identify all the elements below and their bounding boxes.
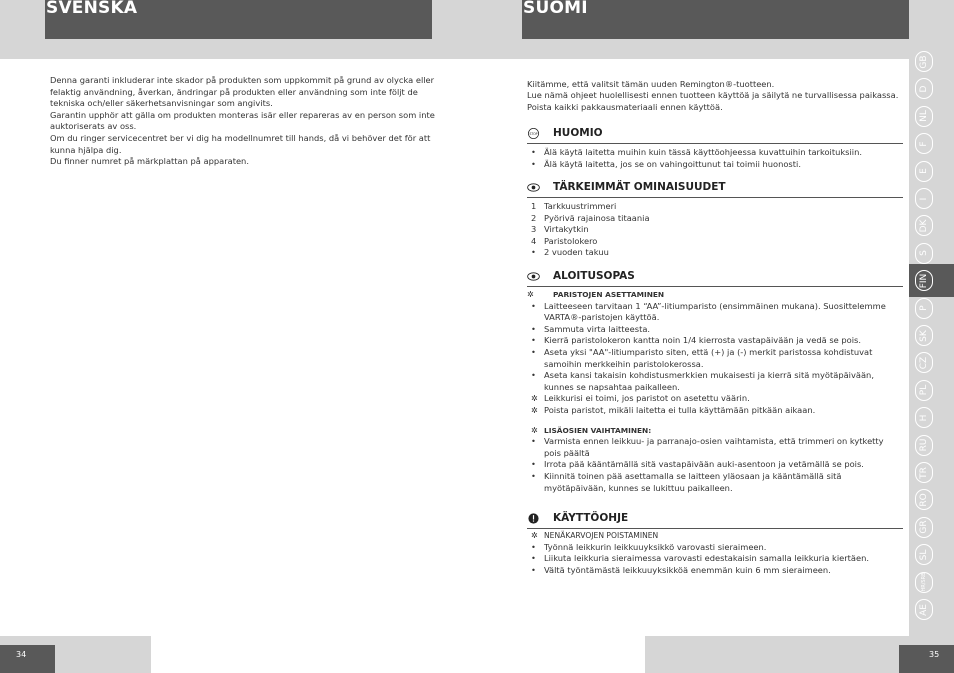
section-header xyxy=(527,181,903,198)
list-item: • Kiinnitä toinen pää asettamalla se laitteen yläosaan ja kääntämällä sitä myötäpäivään, kunnes se lukittuu paikalleen. xyxy=(531,470,842,493)
language-tab-h[interactable] xyxy=(915,407,933,428)
note-item: ✲ Leikkurisi ei toimi, jos paristot on asetettu väärin. xyxy=(531,393,750,404)
language-tab-label: I xyxy=(919,197,929,200)
right-page-title: SUOMI xyxy=(523,0,588,18)
language-tab-ae[interactable] xyxy=(915,599,933,620)
language-tab-label: SK xyxy=(919,329,929,342)
spacer xyxy=(527,417,903,425)
svg-text:STOP: STOP xyxy=(529,131,538,136)
language-tab-d[interactable] xyxy=(915,78,933,99)
feature-list xyxy=(527,201,903,259)
language-tab-label: HR/SRB xyxy=(921,572,927,592)
list-item: • Laitteeseen tarvitaan 1 “AA”-litiumparisto (ensimmäinen mukana). Suosittelemme VARTA®-paristojen käyttöä. xyxy=(531,300,886,323)
language-tab-label: TR xyxy=(919,466,929,479)
list-item: 2 Pyörivä rajainosa titaania xyxy=(531,212,650,223)
language-tab-label: H xyxy=(919,414,929,422)
language-tab-label: F xyxy=(919,141,929,147)
subheading: ✲ PARISTOJEN ASETTAMINEN xyxy=(527,290,665,299)
paragraph: Du finner numret på märkplattan på apparaten. xyxy=(50,156,249,167)
list-item: • Älä käytä laitetta muihin kuin tässä käyttöohjeessa kuvattuihin tarkoituksiin. xyxy=(531,147,862,157)
language-tab-gr[interactable] xyxy=(915,517,933,538)
list-item: 4 Paristolokero xyxy=(531,235,598,246)
language-tab-sl[interactable] xyxy=(915,544,933,565)
gear-icon: ✲ xyxy=(531,405,538,415)
page-number: 34 xyxy=(16,650,27,659)
gear-icon: ✲ xyxy=(531,425,538,435)
language-tab-s[interactable] xyxy=(915,243,933,264)
list-item: • Aseta kansi takaisin kohdistusmerkkien mukaisesti ja kierrä sitä myötäpäivään, kunnes se napsahtaa paikalleen. xyxy=(531,370,874,392)
list-item: • Kierrä paristolokeron kantta noin 1/4 kierrosta vastapäivään ja vedä se pois. xyxy=(531,335,861,346)
intro-line: Kiitämme, että valitsit tämän uuden Remington®-tuotteen. xyxy=(527,79,775,89)
paragraph: Garantin upphör att gälla om produkten monteras isär eller repareras av en person som inte auktoriserats av oss. xyxy=(50,109,435,132)
section-heading: ALOITUSOPAS xyxy=(553,270,635,282)
language-tab-label: S xyxy=(919,250,929,257)
eye-icon xyxy=(527,182,540,193)
language-tab-label: AE xyxy=(919,603,929,616)
language-tab-cz[interactable] xyxy=(915,352,933,373)
warning-list xyxy=(527,147,903,170)
language-tab-label: RU xyxy=(919,438,929,452)
language-tab-tr[interactable] xyxy=(915,462,933,483)
page-number-box-right xyxy=(899,645,954,673)
section-features xyxy=(527,181,903,259)
intro-line: Lue nämä ohjeet huolellisesti ennen tuotteen käyttöä ja säilytä ne turvallisessa paikassa. xyxy=(527,90,899,101)
subheading: ✲ NENÄKARVOJEN POISTAMINEN xyxy=(531,531,659,540)
list-item: • Varmista ennen leikkuu- ja parranajo-osien vaihtamista, että trimmeri on kytketty pois päältä xyxy=(531,436,884,458)
language-tab-hr-srb[interactable] xyxy=(915,572,933,593)
language-tab-sk[interactable] xyxy=(915,325,933,346)
section-heading: KÄYTTÖOHJE xyxy=(553,512,629,524)
language-tab-ro[interactable] xyxy=(915,489,933,510)
language-tab-p[interactable] xyxy=(915,298,933,319)
language-tab-label: PL xyxy=(919,385,929,396)
list-item: 3 Virtakytkin xyxy=(531,224,589,235)
language-tab-label: E xyxy=(919,168,929,174)
list-item: • Irrota pää kääntämällä sitä vastapäivään auki-asentoon ja vetämällä se pois. xyxy=(531,459,864,470)
language-tab-label: CZ xyxy=(919,356,929,370)
language-tab-e[interactable] xyxy=(915,161,933,182)
eye-icon xyxy=(527,271,540,282)
intro-text xyxy=(527,79,907,113)
gear-icon: ✲ xyxy=(531,394,538,404)
list-item: 1 Tarkkuustrimmeri xyxy=(531,201,617,211)
paragraph: Denna garanti inkluderar inte skador på produkten som uppkommit på grund av olycka eller felaktig användning, åverkan, ändringar på produkten eller användning som inte följt de tekniska och/eller säkerhetsanvisningar som angivits. xyxy=(50,75,435,109)
list-item: • 2 vuoden takuu xyxy=(531,247,609,258)
getting-started-list xyxy=(527,289,903,494)
page-number: 35 xyxy=(929,650,940,659)
list-item: • Aseta yksi "AA"-litiumparisto siten, että (+) ja (-) merkit paristossa kohdistuvat samoihin merkkeihin paristolokerossa. xyxy=(531,346,873,369)
language-tab-label: NL xyxy=(919,110,929,123)
section-huomio xyxy=(527,127,903,170)
language-tab-gb[interactable] xyxy=(915,51,933,72)
language-tab-nl[interactable] xyxy=(915,106,933,127)
language-tab-i[interactable] xyxy=(915,188,933,209)
language-tab-label: GR xyxy=(919,520,929,534)
list-item: • Vältä työntämästä leikkuuyksikköä enemmän kuin 6 mm sieraimeen. xyxy=(531,564,831,575)
language-tab-label: D xyxy=(919,85,929,93)
gear-icon: ✲ xyxy=(527,290,534,299)
subheading: ✲ LISÄOSIEN VAIHTAMINEN: xyxy=(531,425,652,435)
section-heading: TÄRKEIMMÄT OMINAISUUDET xyxy=(553,181,726,193)
warning-icon xyxy=(527,513,540,524)
left-page-body xyxy=(50,75,435,168)
intro-line: Poista kaikki pakkausmateriaali ennen käyttöä. xyxy=(527,101,723,112)
section-getting-started xyxy=(527,270,903,494)
section-header xyxy=(527,127,903,144)
language-tab-label: P xyxy=(919,305,929,311)
language-tab-pl[interactable] xyxy=(915,380,933,401)
paragraph: Om du ringer servicecentret ber vi dig ha modellnumret till hands, då vi behöver det för att kunna hjälpa dig. xyxy=(50,132,431,155)
section-header xyxy=(527,270,903,287)
section-heading: HUOMIO xyxy=(553,127,603,139)
language-tab-label: RO xyxy=(919,493,929,507)
list-item: • Sammuta virta laitteesta. xyxy=(531,323,651,334)
language-tab-label: GB xyxy=(919,54,929,69)
note-item: ✲ Poista paristot, mikäli laitetta ei tulla käyttämään pitkään aikaan. xyxy=(531,404,816,415)
language-tab-ru[interactable] xyxy=(915,435,933,456)
language-tab-label: DK xyxy=(919,219,929,233)
language-tab-f[interactable] xyxy=(915,133,933,154)
left-page-title-bar xyxy=(45,0,432,39)
stop-icon xyxy=(527,128,540,139)
page-number-box-left xyxy=(0,645,55,673)
list-item: • Älä käytä laitetta, jos se on vahingoittunut tai toimii huonosti. xyxy=(531,158,801,169)
list-item: • Työnnä leikkurin leikkuuyksikkö varovasti sieraimeen. xyxy=(531,541,767,552)
language-tab-fin[interactable] xyxy=(915,270,933,291)
gear-icon: ✲ xyxy=(531,531,538,540)
language-tab-label: SL xyxy=(919,549,929,561)
list-item: • Liikuta leikkuria sieraimessa varovasti edestakaisin samalla leikkuria kiertäen. xyxy=(531,553,870,564)
language-tab-dk[interactable] xyxy=(915,215,933,236)
usage-list xyxy=(527,530,903,576)
right-page-title-bar xyxy=(522,0,909,39)
language-tab-label: FIN xyxy=(919,273,929,288)
section-usage xyxy=(527,512,903,576)
left-page-title: SVENSKA xyxy=(46,0,138,18)
section-header xyxy=(527,512,903,529)
